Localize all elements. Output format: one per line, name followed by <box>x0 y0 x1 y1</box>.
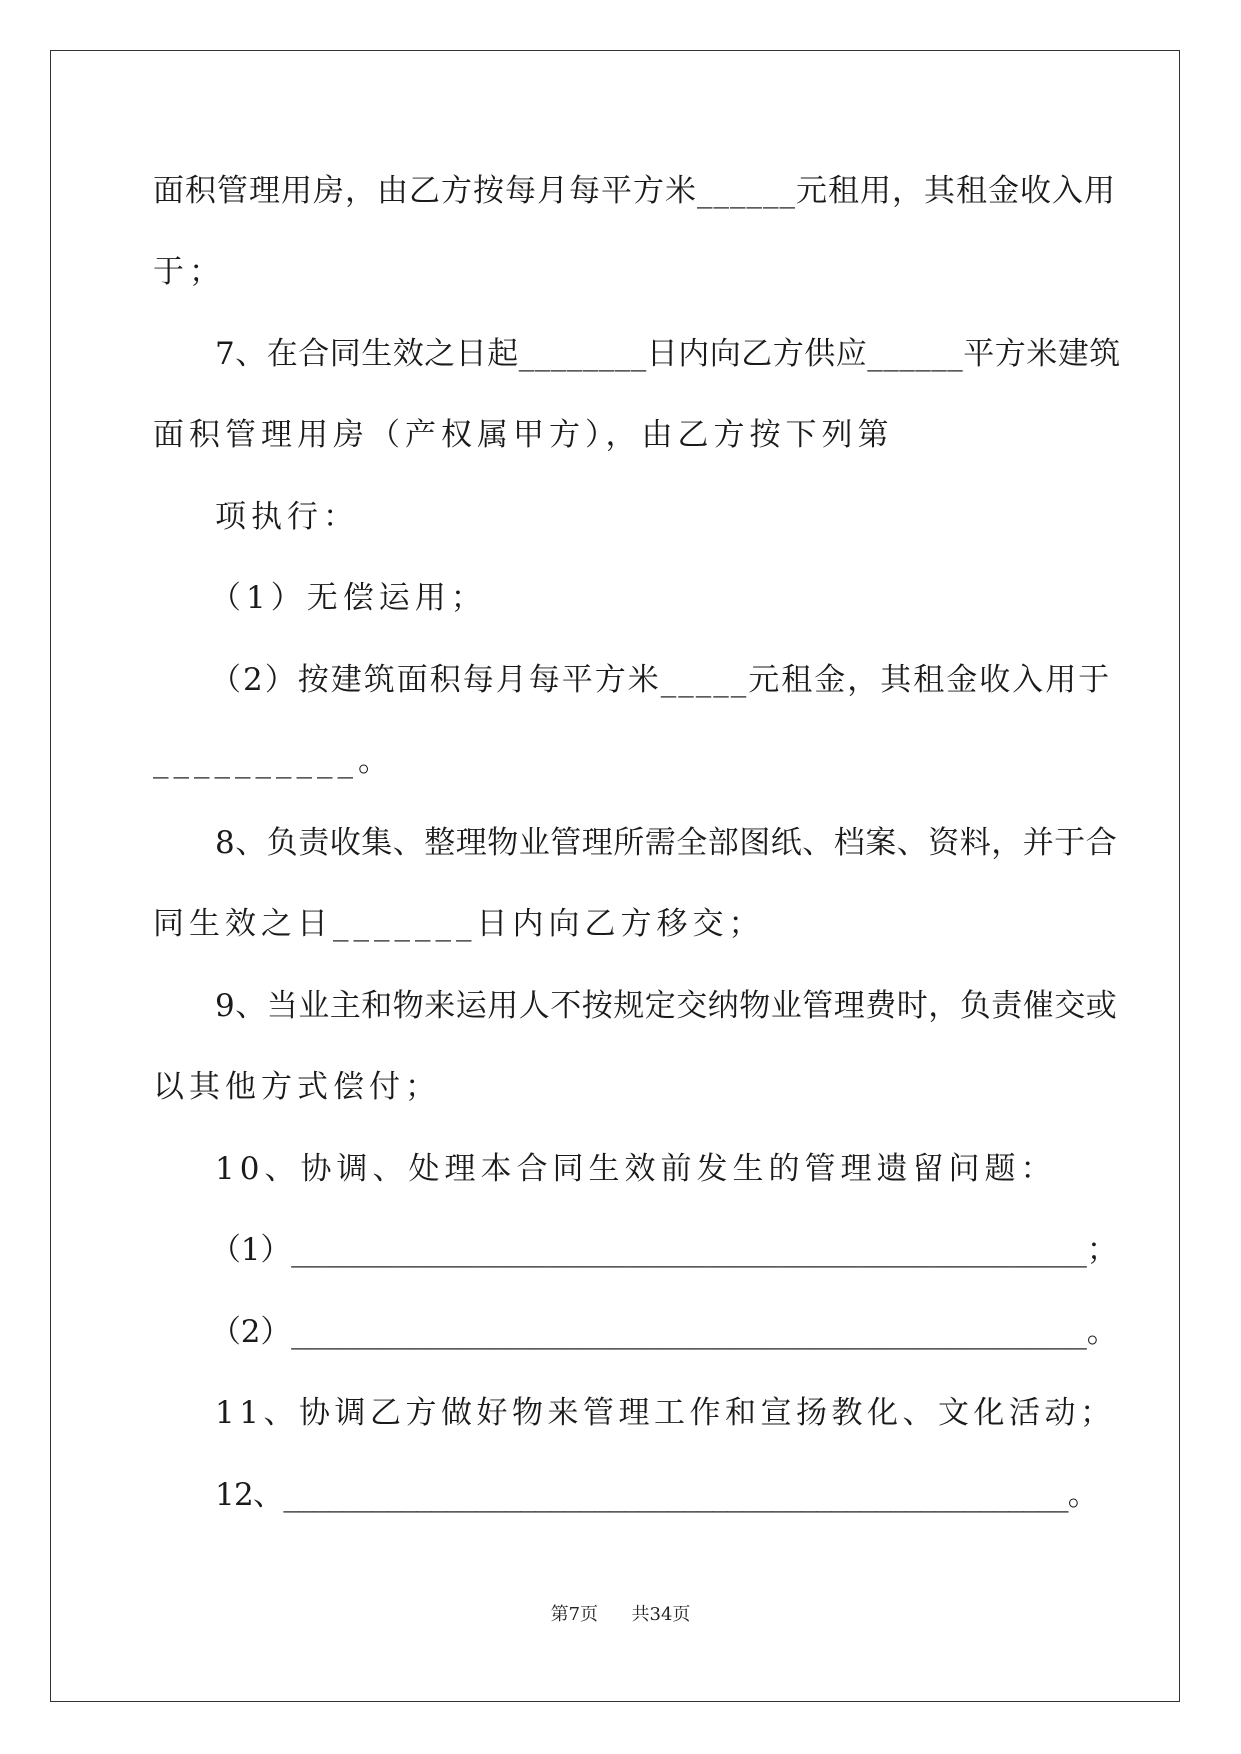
paragraph-line: 11、协调乙方做好物来管理工作和宣扬教化、文化活动； <box>215 1395 1116 1431</box>
paragraph-line: 8、负责收集、整理物业管理所需全部图纸、档案、资料，并于合 <box>215 825 1118 861</box>
page-number: 第7页 <box>550 1604 599 1625</box>
paragraph-line: （1）____________________________________________________； <box>210 1232 1118 1268</box>
paragraph-line: 以其他方式偿付； <box>153 1069 441 1105</box>
paragraph-line: （2）____________________________________________________。 <box>210 1314 1118 1350</box>
page-footer <box>0 1600 1241 1626</box>
paragraph-line: 于； <box>153 254 225 290</box>
page-frame <box>50 50 1180 1702</box>
paragraph-line: __________。 <box>153 743 394 779</box>
paragraph-line: 面积管理用房，由乙方按每月每平方米______元租用，其租金收入用 <box>153 173 1116 209</box>
paragraph-line: 10、协调、处理本合同生效前发生的管理遗留问题： <box>215 1151 1057 1187</box>
paragraph-line: 9、当业主和物来运用人不按规定交纳物业管理费时，负责催交或 <box>215 988 1118 1024</box>
paragraph-line: （1）无偿运用； <box>210 580 487 616</box>
paragraph-line: 12、_____________________________________________________。 <box>215 1477 1099 1513</box>
paragraph-line: 同生效之日_______日内向乙方移交； <box>153 906 765 942</box>
paragraph-line: 7、在合同生效之日起________日内向乙方供应______平方米建筑 <box>215 336 1121 372</box>
paragraph-line: （2）按建筑面积每月每平方米_____元租金，其租金收入用于 <box>210 662 1112 698</box>
paragraph-line: 项执行： <box>215 499 359 535</box>
paragraph-line: 面积管理用房（产权属甲方），由乙方按下列第 <box>153 417 894 453</box>
page-total: 共34页 <box>631 1604 691 1625</box>
